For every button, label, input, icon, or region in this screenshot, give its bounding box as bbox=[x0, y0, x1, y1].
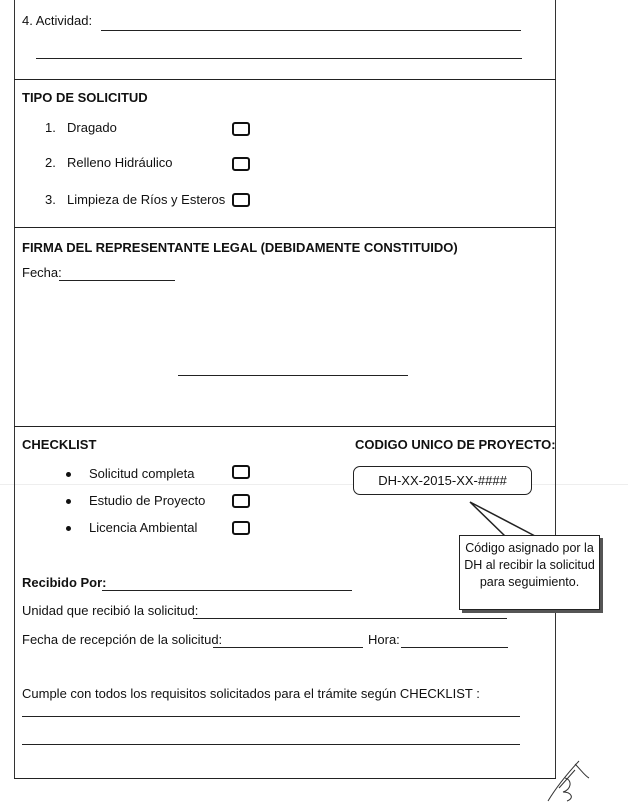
handwritten-initials-mark bbox=[545, 756, 595, 806]
activity-line-1[interactable] bbox=[101, 30, 521, 31]
firma-signature-line[interactable] bbox=[178, 375, 408, 376]
tipo-solicitud-title: TIPO DE SOLICITUD bbox=[22, 90, 148, 105]
callout-line-1: Código asignado por la bbox=[465, 541, 594, 555]
tipo-item-2-num: 2. bbox=[45, 155, 56, 170]
tipo-item-1-label: Dragado bbox=[67, 120, 117, 135]
tipo-item-1-num: 1. bbox=[45, 120, 56, 135]
unidad-label: Unidad que recibió la solicitud: bbox=[22, 603, 199, 618]
firma-fecha-label: Fecha: bbox=[22, 265, 62, 280]
codigo-callout bbox=[459, 535, 600, 610]
scan-artifact-line bbox=[0, 484, 628, 485]
tipo-item-3-label: Limpieza de Ríos y Esteros bbox=[67, 192, 226, 207]
frame-bottom-border bbox=[14, 778, 556, 779]
tipo-item-2-label: Relleno Hidráulico bbox=[67, 155, 173, 170]
codigo-value-box: DH-XX-2015-XX-#### bbox=[353, 466, 532, 495]
tipo-item-3-num: 3. bbox=[45, 192, 56, 207]
checkbox-relleno-hidraulico[interactable] bbox=[232, 157, 250, 171]
divider-firma bbox=[14, 426, 556, 427]
divider-activity bbox=[14, 79, 556, 80]
hora-label: Hora: bbox=[368, 632, 400, 647]
fecha-recepcion-line[interactable] bbox=[213, 647, 363, 648]
cumple-label: Cumple con todos los requisitos solicitados para el trámite según CHECKLIST : bbox=[22, 686, 480, 701]
checklist-item-3-label: Licencia Ambiental bbox=[89, 520, 198, 535]
checkbox-solicitud-completa[interactable] bbox=[232, 465, 250, 479]
checkbox-dragado[interactable] bbox=[232, 122, 250, 136]
checkbox-estudio-proyecto[interactable] bbox=[232, 494, 250, 508]
codigo-title: CODIGO UNICO DE PROYECTO: bbox=[355, 437, 556, 452]
checklist-bullet-1 bbox=[66, 472, 71, 477]
callout-line-2: DH al recibir la solicitud bbox=[464, 558, 595, 572]
hora-line[interactable] bbox=[401, 647, 508, 648]
checklist-bullet-3 bbox=[66, 526, 71, 531]
checkbox-limpieza-rios[interactable] bbox=[232, 193, 250, 207]
activity-line-2[interactable] bbox=[36, 58, 522, 59]
activity-label: 4. Actividad: bbox=[22, 13, 93, 28]
fecha-recepcion-label: Fecha de recepción de la solicitud: bbox=[22, 632, 223, 647]
firma-fecha-line[interactable] bbox=[59, 280, 175, 281]
recibido-label: Recibido Por: bbox=[22, 575, 107, 590]
recibido-line[interactable] bbox=[102, 590, 352, 591]
frame-right-border bbox=[555, 0, 556, 778]
divider-tipo bbox=[14, 227, 556, 228]
checklist-item-1-label: Solicitud completa bbox=[89, 466, 195, 481]
frame-left-border bbox=[14, 0, 15, 778]
callout-line-3: para seguimiento. bbox=[479, 575, 580, 589]
checkbox-licencia-ambiental[interactable] bbox=[232, 521, 250, 535]
unidad-line[interactable] bbox=[193, 618, 507, 619]
cumple-line-1[interactable] bbox=[22, 716, 520, 717]
firma-title: FIRMA DEL REPRESENTANTE LEGAL (DEBIDAMENTE CONSTITUIDO) bbox=[22, 240, 458, 255]
checklist-bullet-2 bbox=[66, 499, 71, 504]
cumple-line-2[interactable] bbox=[22, 744, 520, 745]
checklist-title: CHECKLIST bbox=[22, 437, 97, 452]
checklist-item-2-label: Estudio de Proyecto bbox=[89, 493, 206, 508]
